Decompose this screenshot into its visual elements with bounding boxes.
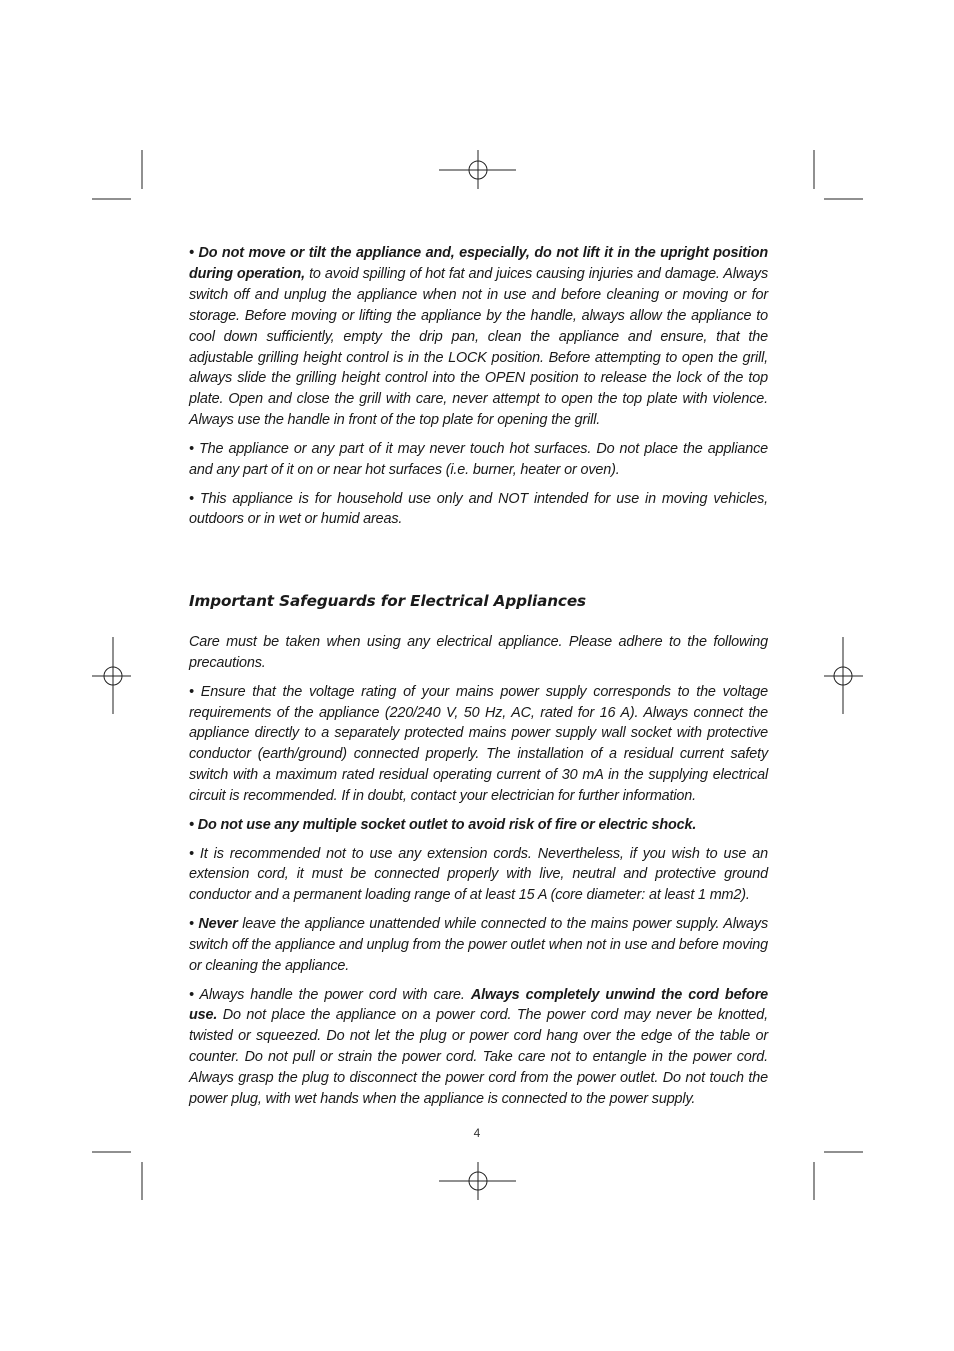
warning-bold-text: • Do not move or tilt the appliance and, especially, do not lift it in the upright position during operation, — [189, 245, 768, 282]
safety-section-2 — [189, 632, 768, 1118]
paragraph-text: leave the appliance unattended while connected to the mains power supply. Always switch off the appliance and unplug from the power outlet when not in use and before moving or cleaning the appliance. — [189, 916, 768, 974]
paragraph-intro: Care must be taken when using any electrical appliance. Please adhere to the following precautions. — [189, 634, 768, 671]
registration-mark-top — [439, 150, 516, 189]
paragraph-household-use: • This appliance is for household use only and NOT intended for use in moving vehicles, outdoors or in wet or humid areas. — [189, 490, 768, 528]
paragraph-extension-cords: • It is recommended not to use any extension cords. Nevertheless, if you wish to use an extension cord, it must be connected properly with live, neutral and protective ground conductor and a permanent loading range of at least 15 A (core diameter: at least 1 mm2). — [189, 845, 768, 904]
safety-section-1 — [189, 243, 768, 538]
registration-mark-bottom — [439, 1162, 516, 1200]
paragraph-never-unattended — [189, 914, 768, 977]
paragraph-text: • Always handle the power cord with care. — [189, 986, 471, 1003]
paragraph-text: Do not place the appliance on a power cord. The power cord may never be knotted, twisted or squeezed. Do not let the plug or power cord hang over the edge of the table or counter. Do not pull or strain the power cord. Take care not to entangle in the power cord. Always grasp the plug to disconnect the power cord from the power outlet. Do not touch the power plug, with wet hands when the appliance is connected to the power supply. — [189, 1007, 768, 1108]
bullet: • — [189, 916, 199, 933]
page-number: 4 — [473, 1126, 481, 1140]
warning-bold-text: • Do not use any multiple socket outlet to avoid risk of fire or electric shock. — [189, 816, 697, 833]
paragraph-voltage: • Ensure that the voltage rating of your mains power supply corresponds to the voltage requirements of the appliance (220/240 V, 50 Hz, AC, rated for 16 A). Always connect the appliance directly to a separately protected mains power supply wall socket with protective conductor (earth/ground) connected properly. The installation of a residual current safety switch with a maximum rated residual operating current of 30 mA in the supplying electrical circuit is recommended. If in doubt, contact your electrician for further information. — [189, 683, 768, 805]
warning-bold-text: Always completely unwind the cord before use. — [189, 986, 769, 1024]
paragraph-do-not-move — [189, 243, 768, 431]
section-heading: Important Safeguards for Electrical Appliances — [189, 592, 586, 610]
paragraph-text: to avoid spilling of hot fat and juices causing injuries and damage. Always switch off and unplug the appliance when not in use and before cleaning or moving or for storage. Before moving or lifting the appliance by the handle, always allow the appliance to cool down sufficiently, empty the drip pan, clean the appliance and ensure, that the adjustable grilling height control is in the LOCK position. Before attempting to open the grill, always slide the grilling height control into the OPEN position to release the lock of the top plate. Open and close the grill with care, never attempt to open the top plate with violence. Always use the handle in front of the top plate for opening the grill. — [189, 265, 768, 429]
paragraph-multiple-socket — [189, 815, 768, 836]
warning-bold-text: Never — [198, 916, 238, 933]
registration-mark-left — [92, 637, 131, 714]
paragraph-hot-surfaces: • The appliance or any part of it may never touch hot surfaces. Do not place the appliance and any part of it on or near hot surfaces (i.e. burner, heater or oven). — [189, 440, 768, 478]
paragraph-power-cord — [189, 985, 768, 1110]
registration-mark-right — [824, 637, 863, 714]
